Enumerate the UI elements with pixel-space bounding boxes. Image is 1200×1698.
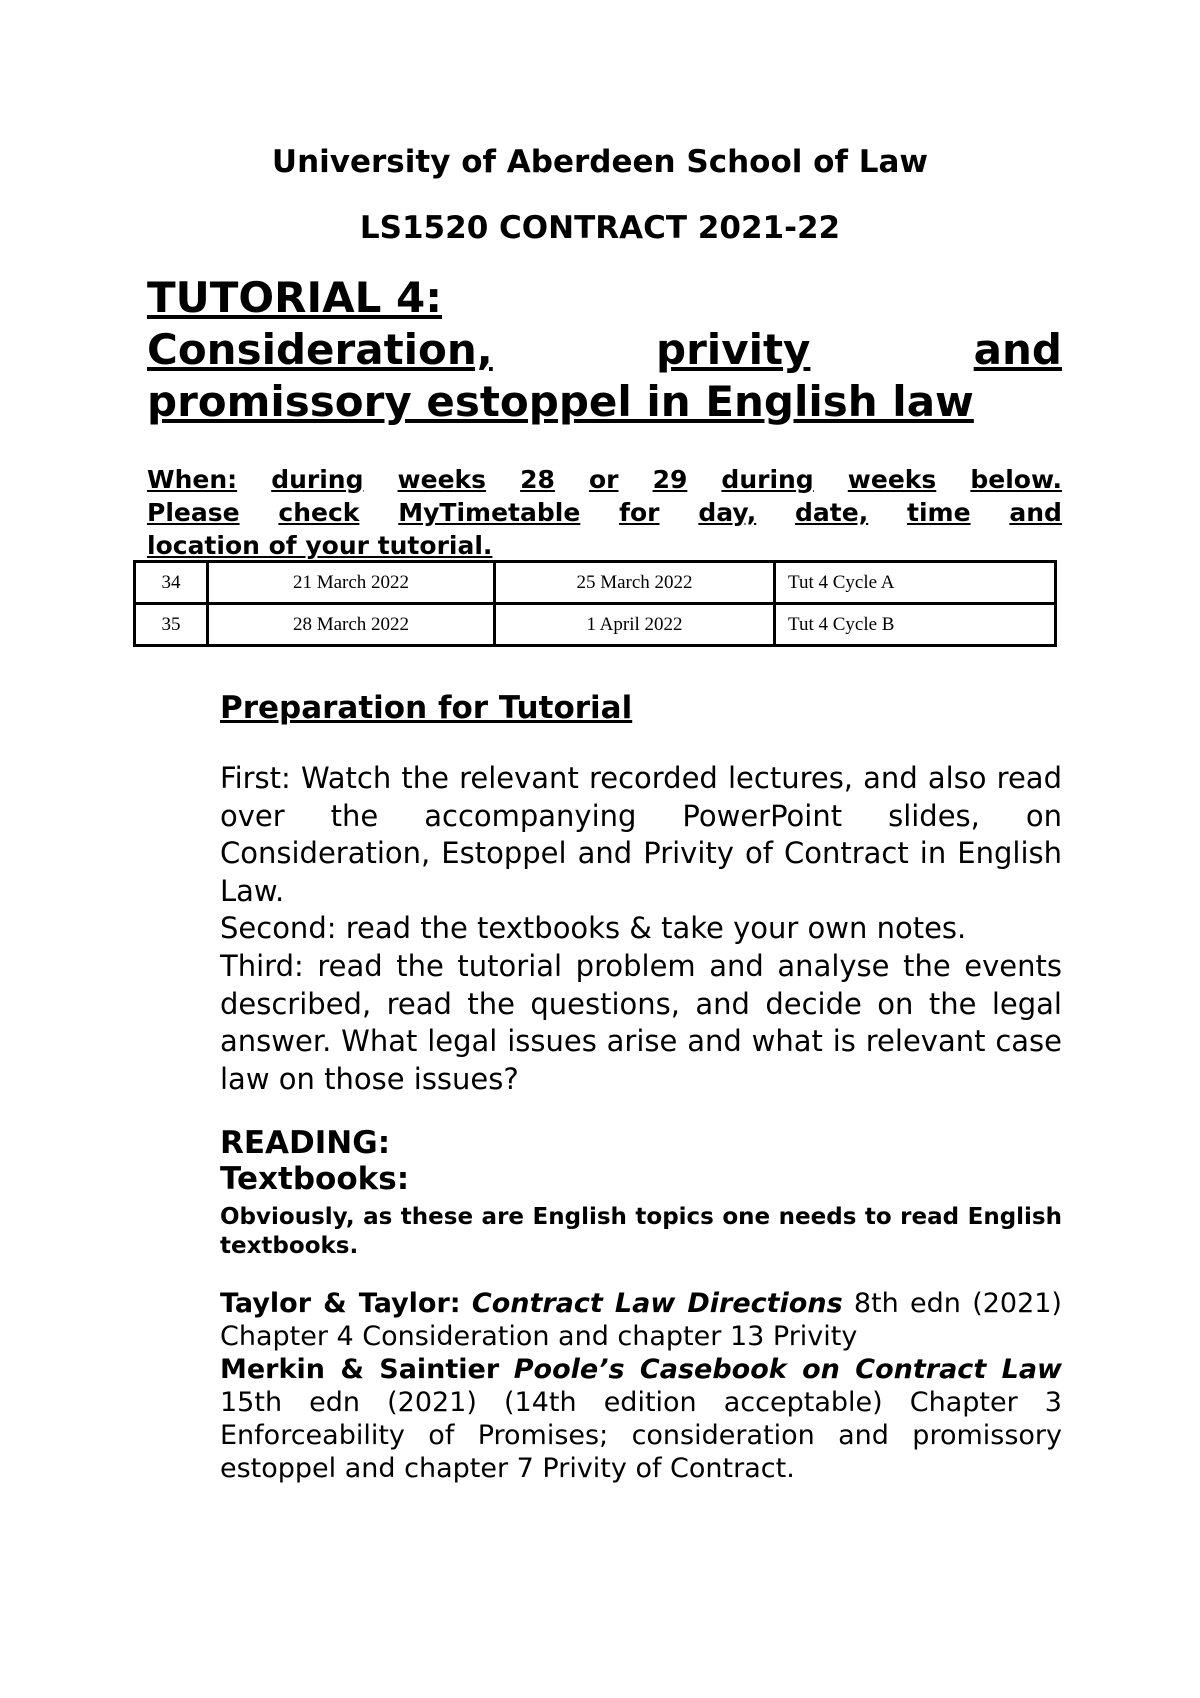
when-word: during — [721, 465, 814, 494]
title-word: Consideration, — [147, 325, 493, 374]
when-word: weeks — [397, 465, 487, 494]
reference-book-title: Contract Law Directions — [471, 1288, 843, 1319]
when-word: day, — [698, 498, 757, 527]
end-date-cell: 1 April 2022 — [495, 604, 775, 646]
tutorial-title-line-2 — [147, 324, 1062, 376]
tutorial-cycle-cell: Tut 4 Cycle B — [775, 604, 1056, 646]
when-word: 28 — [520, 465, 555, 494]
when-word: for — [619, 498, 660, 527]
table-row — [135, 604, 1056, 646]
when-word: weeks — [847, 465, 937, 494]
title-word: privity — [656, 325, 811, 374]
when-line-3: location of your tutorial. — [147, 531, 493, 560]
when-word: and — [1009, 498, 1062, 527]
title-word: and — [973, 325, 1062, 374]
when-word: date, — [795, 498, 869, 527]
step-first: First: Watch the relevant recorded lectures, and also read over the accompanying PowerPoint slides, on Consideration, Estoppel and Privity of Contract in English Law. — [220, 761, 1062, 908]
when-word: or — [588, 465, 619, 494]
reference-authors: Merkin & Saintier — [220, 1354, 500, 1385]
reference-merkin — [220, 1353, 1062, 1485]
week-cell: 35 — [135, 604, 208, 646]
preparation-heading: Preparation for Tutorial — [220, 690, 633, 726]
when-word: check — [278, 498, 360, 527]
reference-book-title: Poole’s Casebook on Contract Law — [513, 1354, 1062, 1385]
tutorial-title-line-1: TUTORIAL 4: — [147, 273, 442, 322]
reference-authors: Taylor & Taylor: — [220, 1288, 461, 1319]
textbooks-heading: Textbooks: — [220, 1161, 410, 1197]
step-third: Third: read the tutorial problem and analyse the events described, read the questions, and decide on the legal answer. What legal issues arise and what is relevant case law on those issues? — [220, 948, 1062, 1096]
course-title: LS1520 CONTRACT 2021-22 — [359, 210, 841, 246]
schedule-table — [133, 560, 1057, 647]
start-date-cell: 28 March 2022 — [208, 604, 495, 646]
when-line-2 — [147, 496, 1062, 529]
reading-heading: READING: — [220, 1125, 391, 1161]
when-word: MyTimetable — [398, 498, 581, 527]
reference-details: 8th edn (2021) Chapter 4 Consideration and chapter 13 Privity — [220, 1288, 1062, 1352]
when-word: Please — [147, 498, 240, 527]
when-word: below. — [970, 465, 1062, 494]
week-cell: 34 — [135, 562, 208, 604]
start-date-cell: 21 March 2022 — [208, 562, 495, 604]
when-line-1 — [147, 463, 1062, 496]
reference-taylor — [220, 1287, 1062, 1353]
reference-details: 15th edn (2021) (14th edition acceptable) Chapter 3 Enforceability of Promises; consideration and promissory estoppel and chapter 7 Privity of Contract. — [220, 1387, 1062, 1484]
when-word: during — [271, 465, 364, 494]
table-row — [135, 562, 1056, 604]
tutorial-title-line-3: promissory estoppel in English law — [147, 377, 974, 426]
when-word: time — [907, 498, 971, 527]
when-word: 29 — [652, 465, 688, 494]
end-date-cell: 25 March 2022 — [495, 562, 775, 604]
tutorial-cycle-cell: Tut 4 Cycle A — [775, 562, 1056, 604]
textbooks-note: Obviously, as these are English topics one needs to read English textbooks. — [220, 1204, 1062, 1259]
step-second: Second: read the textbooks & take your own notes. — [220, 911, 967, 946]
preparation-steps — [220, 760, 1062, 1098]
university-name: University of Aberdeen School of Law — [271, 144, 929, 180]
when-word: When: — [147, 465, 238, 494]
